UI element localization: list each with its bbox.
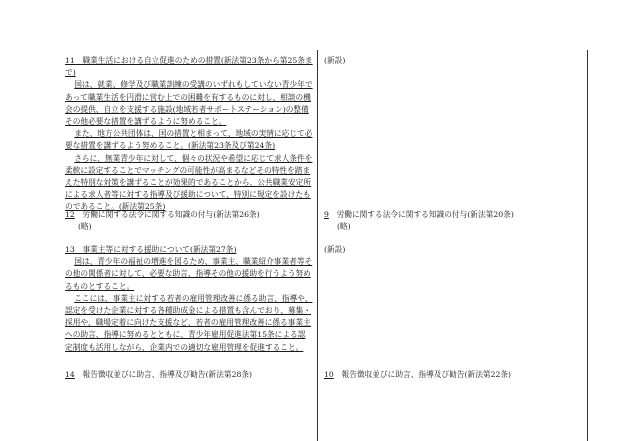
right-border-line [587, 50, 588, 441]
section-9-number: 9 [324, 210, 329, 219]
section-9-heading [324, 209, 579, 221]
section-11-paragraph-3: さらに、無業青少年に対して、個々の状況や希望に応じて求人条件を柔軟に設定することでマッチングの可能性が高まるなどその特性を踏まえた特別な対策を講ずることが効果的であることから、公共職業安定所による求人者等に対する指導及び援助について、特別に規定を設けたものであること。(新法第25条) [65, 153, 313, 212]
newly-established-label-2: (新設) [324, 245, 346, 254]
section-10-heading [324, 369, 579, 381]
section-11-heading: 11 職業生活における自立促進のための措置(新法第23条から第25条まで) [65, 56, 313, 78]
column-divider [317, 50, 318, 441]
section-12-note: (略) [78, 222, 92, 232]
section-10-number: 10 [324, 370, 334, 379]
section-11-paragraph-1: 国は、就業、修学及び職業訓練の受講のいずれもしていない青少年であって職業生活を円滑に営む上での困難を有するものに対し、相談の機会の提供、自立を支援する施設(地域若者サポートステーション)の整備その他必要な措置を講ずるように努めること。 [65, 80, 313, 127]
section-9-note: (略) [337, 222, 351, 232]
section-12-number: 12 [65, 210, 75, 219]
section-11 [65, 55, 313, 214]
section-13-heading: 13 事業主等に対する援助について(新法第27条) [65, 245, 237, 254]
section-9-title: 労働に関する法令に関する知識の付与(新法第20条) [336, 210, 514, 219]
section-11-paragraph-2: また、地方公共団体は、国の措置と相まって、地域の実情に応じて必要な措置を講ずるよう努めること。(新法第23条及び第24条) [65, 129, 313, 151]
section-13-paragraph-1: 国は、青少年の福祉の増進を図るため、事業主、職業紹介事業者等その他の関係者に対して、必要な助言、指導その他の援助を行うよう努めるものとすること。 [65, 257, 313, 291]
section-14-heading [65, 369, 313, 381]
right-new-2 [324, 244, 345, 256]
section-14-number: 14 [65, 370, 75, 379]
section-13-paragraph-2: ここには、事業主に対する若者の雇用管理改善に係る助言、指導や、認定を受けた企業に対する各種助成金による措置も含んでおり、募集・採用や、職場定着に向けた支援など、若者の雇用管理改善に係る事業主への助言、指導に努めるとともに、青少年雇用促進法第15条による認定制度も活用しながら、企業内での適切な雇用管理を促進すること。 [65, 293, 313, 352]
section-9 [324, 209, 579, 233]
section-12-title: 労働に関する法令に関する知識の付与(新法第26条) [82, 210, 260, 219]
section-10 [324, 369, 579, 381]
section-13 [65, 244, 313, 354]
section-14 [65, 369, 313, 381]
section-12-heading [65, 209, 313, 221]
right-new-1 [324, 55, 345, 67]
newly-established-label-1: (新設) [324, 56, 346, 65]
section-12 [65, 209, 313, 233]
section-10-title: 報告徴収並びに助言、指導及び勧告(新法第22条) [341, 370, 512, 379]
section-14-title: 報告徴収並びに助言、指導及び勧告(新法第28条) [82, 370, 253, 379]
